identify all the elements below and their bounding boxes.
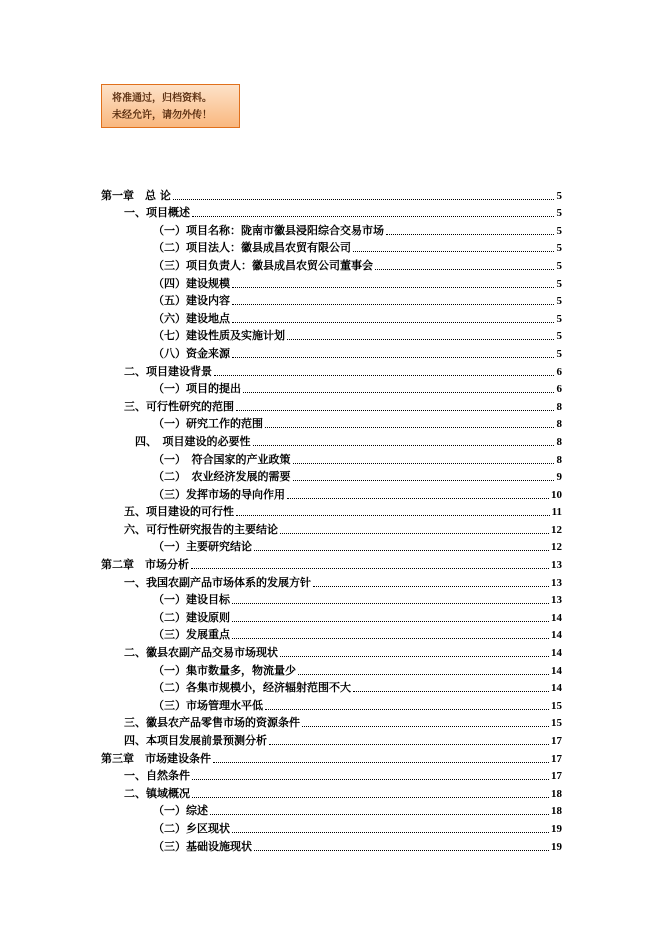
table-of-contents xyxy=(0,186,662,855)
toc-page-number: 17 xyxy=(551,735,562,747)
toc-dot-leader xyxy=(243,392,554,393)
toc-page-number: 17 xyxy=(551,752,562,765)
toc-entry-link[interactable] xyxy=(124,503,562,521)
toc-dot-leader xyxy=(280,656,549,657)
toc-page-number: 13 xyxy=(551,576,562,589)
toc-dot-leader xyxy=(298,674,549,675)
toc-dot-leader xyxy=(173,199,554,200)
toc-row xyxy=(0,309,662,327)
toc-page-number: 6 xyxy=(556,383,562,396)
toc-entry-label: （一）主要研究结论 xyxy=(153,540,252,554)
toc-dot-leader xyxy=(254,850,549,851)
toc-page-number: 13 xyxy=(551,594,562,607)
toc-entry-label: 第一章 总 论 xyxy=(101,188,171,202)
toc-entry-link[interactable] xyxy=(153,626,562,644)
toc-entry-label: （一）项目的提出 xyxy=(153,382,241,396)
toc-entry-link[interactable] xyxy=(153,837,562,855)
toc-row xyxy=(0,503,662,521)
toc-page-number: 14 xyxy=(551,647,562,660)
toc-entry-link[interactable] xyxy=(153,274,562,292)
toc-entry-label: （二）建设原则 xyxy=(153,610,230,624)
toc-row xyxy=(0,626,662,644)
toc-entry-link[interactable] xyxy=(101,555,562,573)
toc-dot-leader xyxy=(192,216,554,217)
toc-row xyxy=(0,450,662,468)
toc-page-number: 19 xyxy=(551,840,562,853)
toc-dot-leader xyxy=(214,375,554,376)
toc-row xyxy=(0,784,662,802)
toc-row xyxy=(0,256,662,274)
toc-entry-label: 三、徽县农产品零售市场的资源条件 xyxy=(124,716,300,730)
toc-entry-label: 三、可行性研究的范围 xyxy=(124,399,234,413)
toc-entry-label: （一）集市数量多，物流量少 xyxy=(153,663,296,677)
notice-line-1: 将准通过，归档资料。 xyxy=(112,93,212,104)
toc-page-number: 8 xyxy=(556,418,562,431)
toc-row xyxy=(0,327,662,345)
toc-page-number: 8 xyxy=(556,400,562,413)
toc-dot-leader xyxy=(353,691,549,692)
toc-row xyxy=(0,767,662,785)
toc-dot-leader xyxy=(375,269,554,270)
toc-dot-leader xyxy=(232,357,554,358)
toc-page-number: 8 xyxy=(556,435,562,448)
toc-dot-leader xyxy=(232,603,549,604)
toc-dot-leader xyxy=(210,814,549,815)
toc-entry-link[interactable] xyxy=(153,450,562,468)
toc-entry-label: （三）项目负责人：徽县成昌农贸公司董事会 xyxy=(153,258,373,272)
toc-dot-leader xyxy=(236,410,554,411)
toc-row xyxy=(0,608,662,626)
toc-page-number: 6 xyxy=(556,365,562,378)
toc-page-number: 5 xyxy=(556,312,562,325)
toc-entry-label: （二）各集市规模小，经济辐射范围不大 xyxy=(153,681,351,695)
toc-entry-label: 六、可行性研究报告的主要结论 xyxy=(124,522,278,536)
toc-entry-label: （三）发展重点 xyxy=(153,628,230,642)
toc-row xyxy=(0,344,662,362)
toc-row xyxy=(0,274,662,292)
toc-entry-link[interactable] xyxy=(124,784,562,802)
toc-row xyxy=(0,397,662,415)
toc-page-number: 14 xyxy=(551,682,562,695)
toc-row xyxy=(0,837,662,855)
toc-entry-link[interactable] xyxy=(124,767,562,785)
toc-page-number: 12 xyxy=(551,523,562,536)
toc-row xyxy=(0,362,662,380)
toc-dot-leader xyxy=(269,744,549,745)
toc-entry-label: （三）基础设施现状 xyxy=(153,839,252,853)
toc-dot-leader xyxy=(265,709,549,710)
toc-dot-leader xyxy=(353,251,554,252)
toc-row xyxy=(0,221,662,239)
toc-entry-link[interactable] xyxy=(153,380,562,398)
toc-entry-label: （二）乡区现状 xyxy=(153,821,230,835)
toc-entry-label: （四）建设规模 xyxy=(153,276,230,290)
toc-row xyxy=(0,819,662,837)
toc-row xyxy=(0,468,662,486)
toc-entry-link[interactable] xyxy=(124,731,562,749)
toc-entry-link[interactable] xyxy=(153,239,562,257)
toc-entry-link[interactable] xyxy=(153,344,562,362)
toc-row xyxy=(0,749,662,767)
toc-entry-link[interactable] xyxy=(124,520,562,538)
toc-row xyxy=(0,591,662,609)
toc-dot-leader xyxy=(232,832,549,833)
toc-entry-label: （二） 农业经济发展的需要 xyxy=(153,470,291,484)
toc-entry-label: 四、本项目发展前景预测分析 xyxy=(124,734,267,747)
toc-dot-leader xyxy=(191,568,549,569)
toc-row xyxy=(0,696,662,714)
toc-row xyxy=(0,679,662,697)
toc-entry-link[interactable] xyxy=(153,485,562,503)
toc-dot-leader xyxy=(313,586,549,587)
toc-entry-link[interactable] xyxy=(124,573,562,591)
toc-entry-label: 第二章 市场分析 xyxy=(101,558,189,572)
toc-entry-label: 二、徽县农副产品交易市场现状 xyxy=(124,646,278,660)
toc-dot-leader xyxy=(287,339,554,340)
toc-entry-label: 二、项目建设背景 xyxy=(124,364,212,378)
toc-entry-label: （七）建设性质及实施计划 xyxy=(153,329,285,343)
toc-entry-label: （二）项目法人：徽县成昌农贸有限公司 xyxy=(153,241,351,255)
toc-page-number: 14 xyxy=(551,664,562,677)
toc-dot-leader xyxy=(232,287,554,288)
toc-dot-leader xyxy=(232,304,554,305)
toc-page-number: 15 xyxy=(551,699,562,712)
toc-entry-link[interactable] xyxy=(153,309,562,327)
toc-dot-leader xyxy=(302,726,549,727)
toc-entry-label: （一） 符合国家的产业政策 xyxy=(153,452,291,466)
toc-entry-label: 一、我国农副产品市场体系的发展方针 xyxy=(124,575,311,589)
toc-row xyxy=(0,573,662,591)
toc-entry-link[interactable] xyxy=(153,661,562,679)
toc-entry-label: 五、项目建设的可行性 xyxy=(124,505,234,519)
toc-entry-link[interactable] xyxy=(153,292,562,310)
toc-row xyxy=(0,292,662,310)
toc-row xyxy=(0,415,662,433)
toc-page-number: 5 xyxy=(556,207,562,220)
toc-entry-link[interactable] xyxy=(153,468,562,486)
toc-entry-label: 二、镇域概况 xyxy=(124,786,190,800)
toc-page-number: 5 xyxy=(556,224,562,237)
toc-dot-leader xyxy=(236,515,550,516)
toc-row xyxy=(0,538,662,556)
toc-entry-label: 四、 项目建设的必要性 xyxy=(124,434,251,448)
toc-page-number: 5 xyxy=(556,259,562,272)
toc-entry-link[interactable] xyxy=(153,327,562,345)
toc-page-number: 5 xyxy=(556,295,562,308)
toc-entry-label: （一）建设目标 xyxy=(153,593,230,607)
toc-entry-label: （八）资金来源 xyxy=(153,346,230,360)
toc-page-number: 18 xyxy=(551,787,562,800)
toc-row xyxy=(0,432,662,450)
notice-line-2: 未经允许，请勿外传！ xyxy=(112,110,212,121)
toc-page-number: 5 xyxy=(556,330,562,343)
toc-entry-label: （三）发挥市场的导向作用 xyxy=(153,487,285,501)
toc-dot-leader xyxy=(192,797,549,798)
toc-row xyxy=(0,714,662,732)
toc-page-number: 5 xyxy=(556,242,562,255)
toc-page-number: 15 xyxy=(551,717,562,730)
toc-page-number: 5 xyxy=(556,189,562,202)
toc-entry-label: 第三章 市场建设条件 xyxy=(101,751,211,765)
toc-dot-leader xyxy=(232,322,554,323)
toc-row xyxy=(0,731,662,749)
toc-row xyxy=(0,186,662,204)
toc-entry-link[interactable] xyxy=(101,186,562,204)
toc-dot-leader xyxy=(386,234,554,235)
toc-dot-leader xyxy=(287,498,549,499)
toc-entry-link[interactable] xyxy=(101,749,562,767)
toc-page-number: 11 xyxy=(551,506,562,519)
toc-entry-link[interactable] xyxy=(153,802,562,820)
toc-entry-link[interactable] xyxy=(153,608,562,626)
toc-dot-leader xyxy=(192,779,549,780)
toc-page-number: 14 xyxy=(551,611,562,624)
toc-page-number: 12 xyxy=(551,541,562,554)
toc-row xyxy=(0,643,662,661)
toc-entry-label: （五）建设内容 xyxy=(153,294,230,308)
toc-page-number: 5 xyxy=(556,347,562,360)
toc-entry-label: （一）综述 xyxy=(153,804,208,818)
toc-page-number: 18 xyxy=(551,805,562,818)
toc-entry-link[interactable] xyxy=(124,397,562,415)
toc-row xyxy=(0,661,662,679)
toc-entry-link[interactable] xyxy=(124,643,562,661)
toc-page-number: 13 xyxy=(551,559,562,572)
toc-entry-link[interactable] xyxy=(153,415,562,433)
toc-row xyxy=(0,239,662,257)
toc-dot-leader xyxy=(293,463,555,464)
toc-entry-label: 一、项目概述 xyxy=(124,206,190,220)
toc-entry-label: （一）项目名称：陇南市徽县浸阳综合交易市场 xyxy=(153,223,384,237)
toc-page-number: 8 xyxy=(556,453,562,466)
toc-entry-link[interactable] xyxy=(124,714,562,732)
toc-entry-link[interactable] xyxy=(153,696,562,714)
toc-entry-link[interactable] xyxy=(153,221,562,239)
toc-page-number: 19 xyxy=(551,822,562,835)
toc-page-number: 5 xyxy=(556,277,562,290)
toc-entry-link[interactable] xyxy=(124,204,562,222)
toc-dot-leader xyxy=(232,621,549,622)
toc-entry-label: （一）研究工作的范围 xyxy=(153,417,263,431)
toc-row xyxy=(0,485,662,503)
toc-dot-leader xyxy=(265,427,554,428)
toc-dot-leader xyxy=(280,533,549,534)
toc-entry-label: （六）建设地点 xyxy=(153,311,230,325)
toc-row xyxy=(0,555,662,573)
toc-entry-link[interactable] xyxy=(153,591,562,609)
toc-dot-leader xyxy=(232,638,549,639)
toc-row xyxy=(0,802,662,820)
toc-entry-link[interactable] xyxy=(124,432,562,450)
toc-row xyxy=(0,380,662,398)
toc-dot-leader xyxy=(293,480,555,481)
toc-page-number: 9 xyxy=(556,471,562,484)
toc-entry-link[interactable] xyxy=(153,256,562,274)
toc-entry-link[interactable] xyxy=(153,538,562,556)
toc-entry-label: （三）市场管理水平低 xyxy=(153,698,263,712)
toc-entry-label: 一、自然条件 xyxy=(124,769,190,783)
toc-page-number: 17 xyxy=(551,770,562,783)
toc-entry-link[interactable] xyxy=(153,819,562,837)
toc-row xyxy=(0,520,662,538)
toc-dot-leader xyxy=(254,550,549,551)
toc-entry-link[interactable] xyxy=(124,362,562,380)
toc-page-number: 14 xyxy=(551,629,562,642)
toc-entry-link[interactable] xyxy=(153,679,562,697)
toc-page-number: 10 xyxy=(551,488,562,501)
toc-dot-leader xyxy=(213,762,549,763)
toc-dot-leader xyxy=(253,445,555,446)
confidential-notice-box xyxy=(101,84,240,128)
toc-row xyxy=(0,204,662,222)
